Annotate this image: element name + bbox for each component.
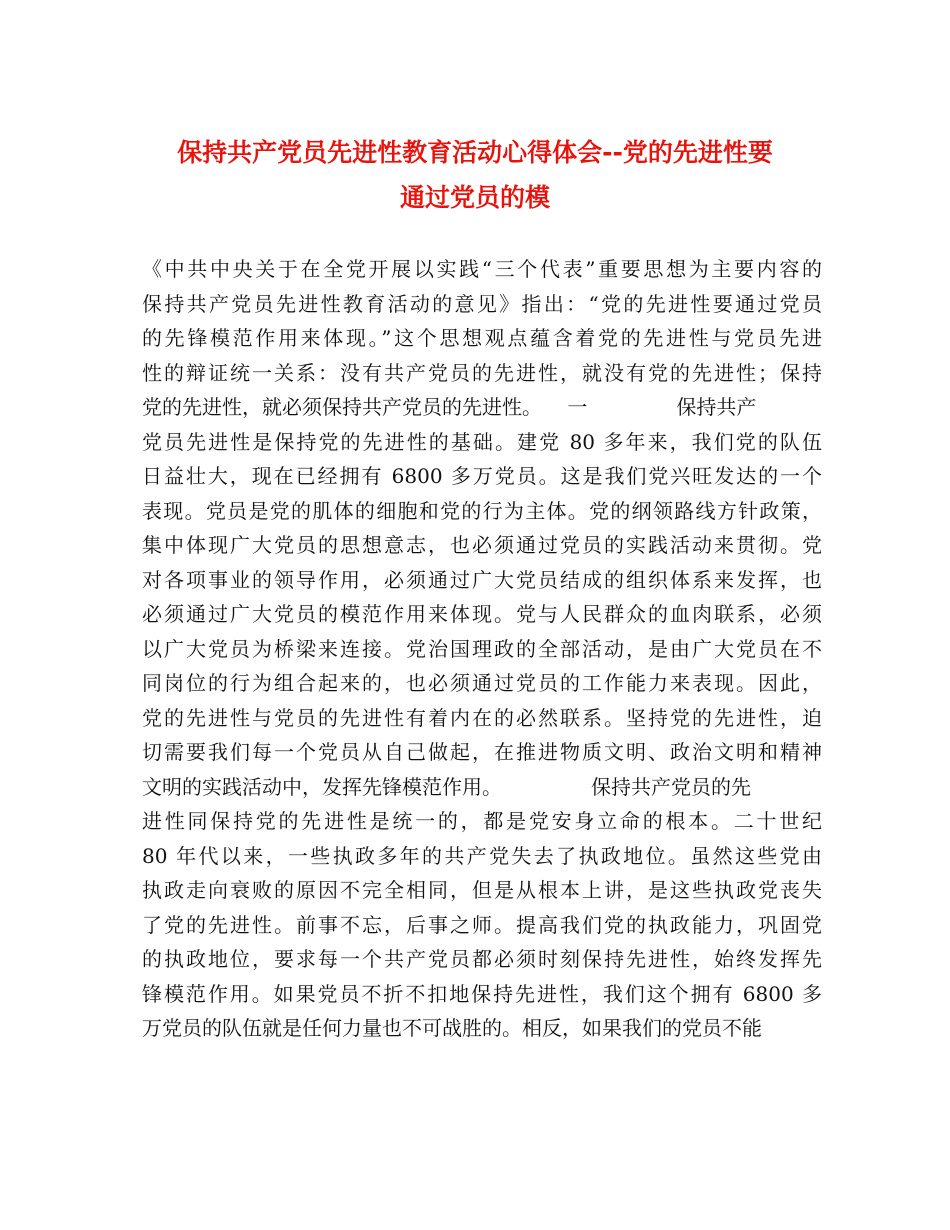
body-line: 文明的实践活动中，发挥先锋模范作用。 保持共产党员的先	[142, 774, 752, 799]
body-line: 必须通过广大党员的模范作用来体现。党与人民群众的血肉联系，必须	[142, 602, 822, 626]
body-line: 80 年代以来，一些执政多年的共产党失去了执政地位。虽然这些党由	[142, 843, 822, 868]
body-line: 万党员的队伍就是任何力量也不可战胜的。相反，如果我们的党员不能	[142, 1016, 762, 1040]
body-line: 了党的先进性。前事不忘，后事之师。提高我们党的执政能力，巩固党	[142, 912, 822, 937]
body-line: 对各项事业的领导作用，必须通过广大党员结成的组织体系来发挥，也	[142, 567, 822, 592]
body-line: 同岗位的行为组合起来的，也必须通过党员的工作能力来表现。因此，	[142, 671, 822, 695]
body-line: 党的先进性与党员的先进性有着内在的必然联系。坚持党的先进性，迫	[142, 705, 822, 730]
body-line: 进性同保持党的先进性是统一的，都是党安身立命的根本。二十世纪	[142, 809, 822, 833]
body-line: 集中体现广大党员的思想意志，也必须通过党员的实践活动来贯彻。党	[142, 533, 822, 557]
body-line: 的先锋模范作用来体现。”这个思想观点蕴含着党的先进性与党员先进	[142, 326, 822, 350]
body-line: 保持共产党员先进性教育活动的意见》指出：“党的先进性要通过党员	[142, 291, 822, 316]
body-line: 党员先进性是保持党的先进性的基础。建党 80 多年来，我们党的队伍	[142, 429, 822, 454]
body-line: 执政走向衰败的原因不完全相同，但是从根本上讲，是这些执政党丧失	[142, 878, 822, 902]
body-line: 日益壮大，现在已经拥有 6800 多万党员。这是我们党兴旺发达的一个	[142, 464, 822, 488]
body-line: 性的辩证统一关系：没有共产党员的先进性，就没有党的先进性；保持	[142, 360, 822, 385]
body-line: 的执政地位，要求每一个共产党员都必须时刻保持先进性，始终发挥先	[142, 947, 822, 971]
body-line: 切需要我们每一个党员从自己做起，在推进物质文明、政治文明和精神	[142, 740, 822, 764]
body-line: 锋模范作用。如果党员不折不扣地保持先进性，我们这个拥有 6800 多	[142, 981, 822, 1006]
body-line: 以广大党员为桥梁来连接。党治国理政的全部活动，是由广大党员在不	[142, 636, 822, 661]
body-text	[142, 252, 822, 1046]
document-title-line-2: 通过党员的模	[399, 183, 550, 212]
document-title-line-1: 保持共产党员先进性教育活动心得体会--党的先进性要	[177, 138, 773, 167]
body-line: 党的先进性，就必须保持共产党员的先进性。 一 保持共产	[142, 395, 757, 419]
body-line: 表现。党员是党的肌体的细胞和党的行为主体。党的纲领路线方针政策，	[142, 498, 822, 523]
body-line: 《中共中央关于在全党开展以实践“三个代表”重要思想为主要内容的	[142, 257, 822, 281]
